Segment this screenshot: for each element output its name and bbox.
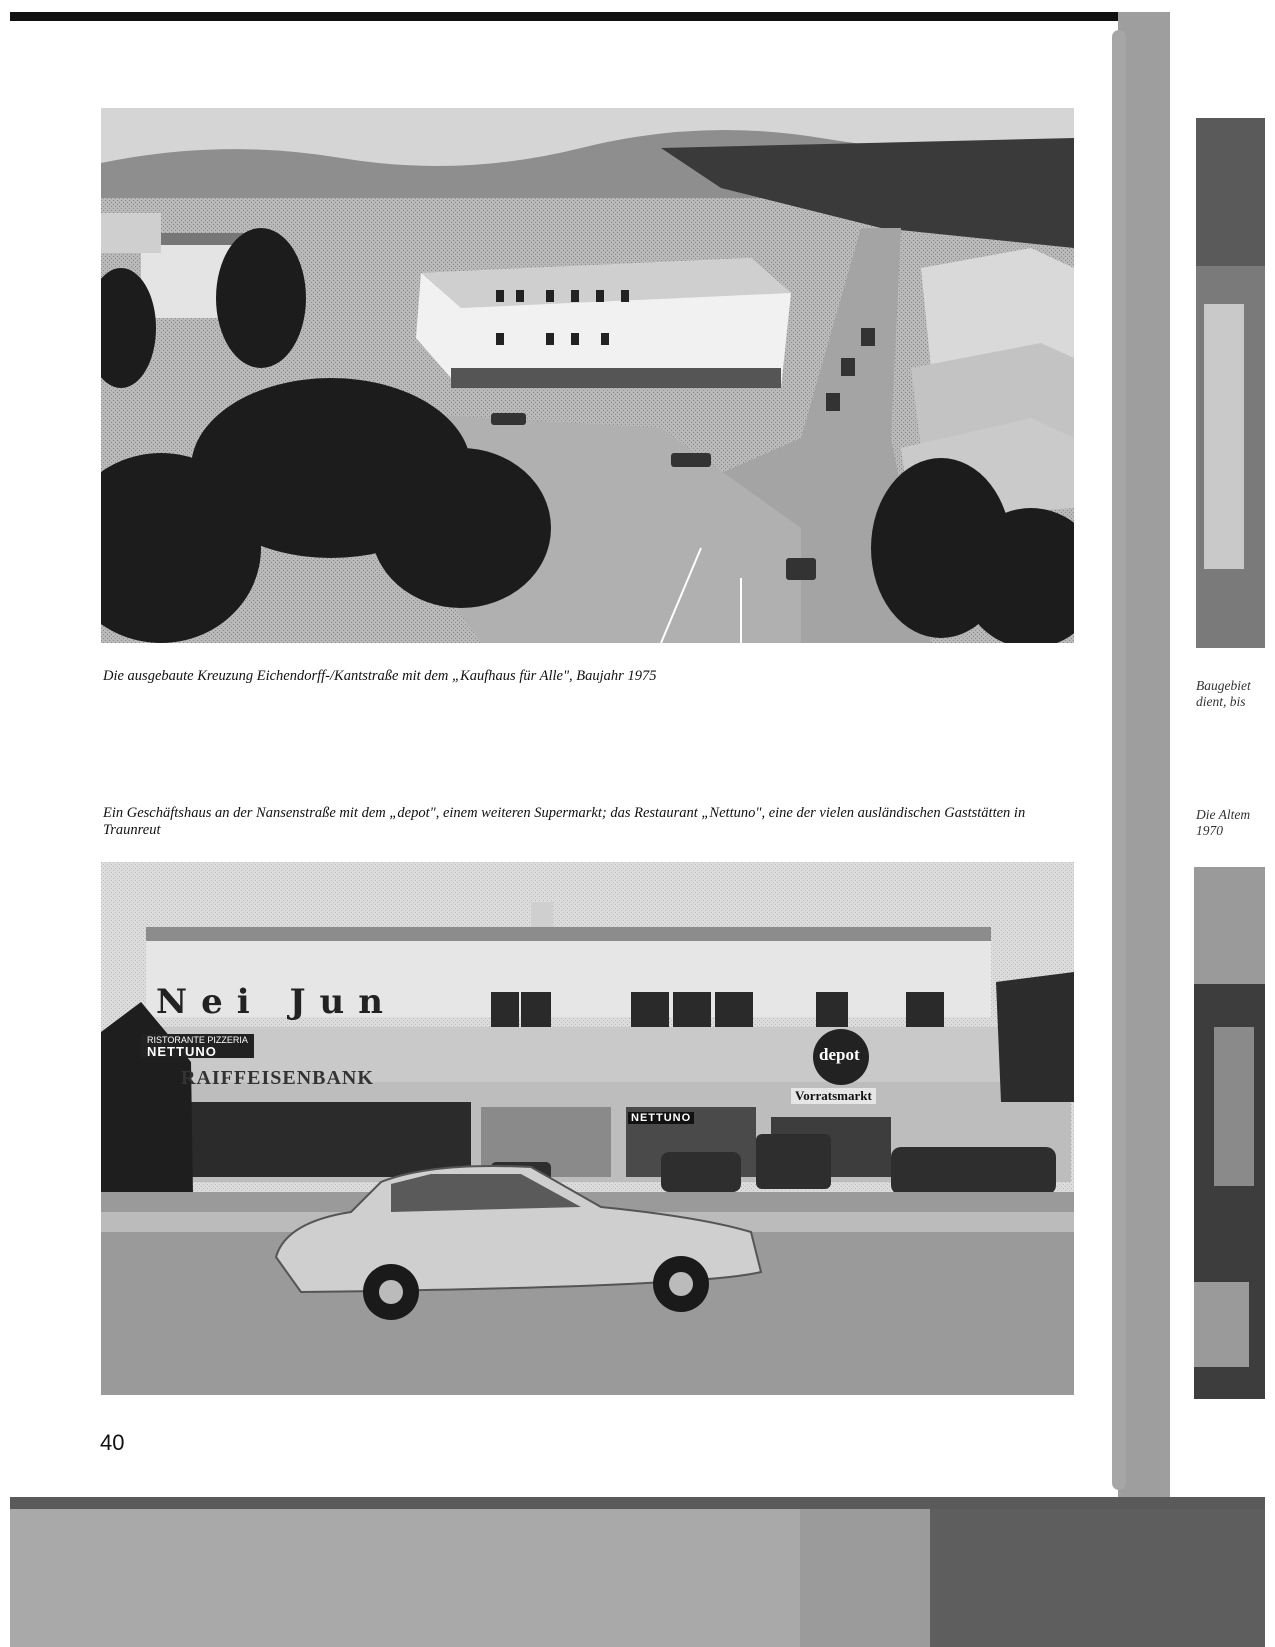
- aerial-intersection-photo-icon: [101, 108, 1074, 643]
- right-page-caption-2a: Die Altem: [1196, 807, 1251, 822]
- right-page-photo-bottom: [1194, 867, 1265, 1399]
- nettuno-sign-label: NETTUNO: [147, 1044, 217, 1059]
- depot-sign: depot: [819, 1045, 860, 1064]
- pizzeria-sign: [141, 1034, 254, 1058]
- photo-caption-top: Die ausgebaute Kreuzung Eichendorff-/Kantstraße mit dem „Kaufhaus für Alle", Baujahr 1975: [103, 668, 657, 684]
- right-page-caption-1a: Baugebiet: [1196, 678, 1251, 693]
- scan-bottom-mid: [800, 1509, 930, 1647]
- scan-bottom-rule: [10, 1497, 1265, 1509]
- storefront-street-photo-icon: [101, 862, 1074, 1395]
- book-gutter-edge: [1112, 30, 1126, 1490]
- aerial-intersection-photo: [101, 108, 1074, 643]
- facade-sign: Nei Jun: [156, 982, 397, 1022]
- top-rule: [10, 12, 1265, 21]
- right-page-photo-top: [1196, 118, 1265, 648]
- scan-bottom-dark: [930, 1509, 1265, 1647]
- right-page-caption-2b: 1970: [1196, 823, 1223, 838]
- photo-caption-bottom: Ein Geschäftshaus an der Nansenstraße mit dem „depot", einem weiteren Supermarkt; das Restaurant „Nettuno", eine der vielen ausländischen Gaststätten in Traunreut: [103, 805, 1026, 838]
- nettuno-storefront-sign: NETTUNO: [628, 1112, 694, 1124]
- bank-sign: RAIFFEISENBANK: [181, 1067, 374, 1089]
- right-page-caption-1b: dient, bis: [1196, 694, 1246, 709]
- storefront-street-photo: [101, 862, 1074, 1395]
- pizzeria-sign-label: RISTORANTE PIZZERIA: [147, 1035, 248, 1045]
- vorratsmarkt-sign: Vorratsmarkt: [791, 1088, 876, 1104]
- page-number: 40: [100, 1430, 125, 1455]
